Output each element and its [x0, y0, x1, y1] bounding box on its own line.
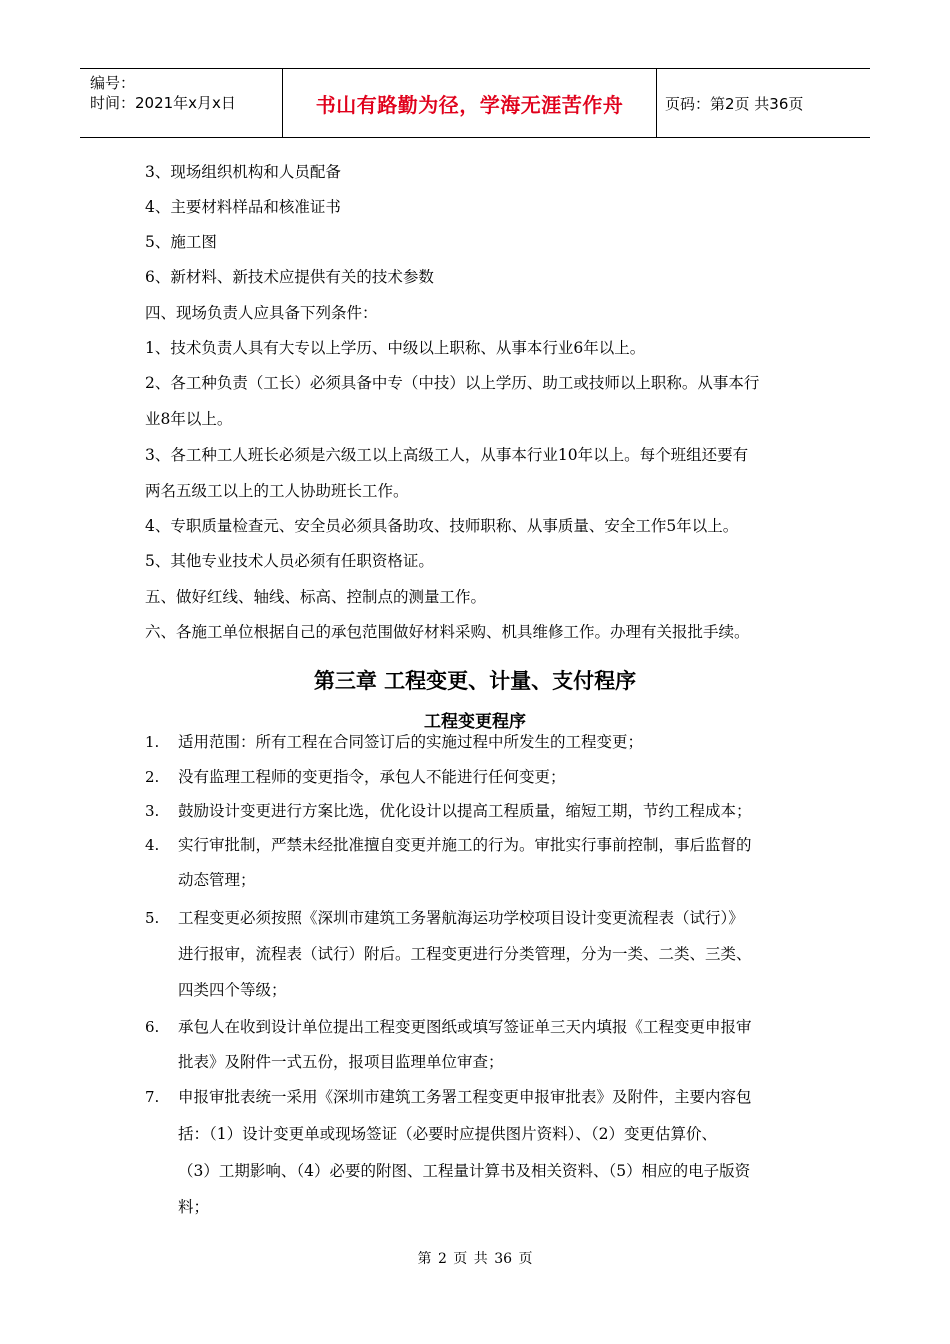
- list-item-continuation: （3）工期影响、（4）必要的附图、工程量计算书及相关资料、（5）相应的电子版资: [178, 1162, 751, 1180]
- list-item: 适用范围：所有工程在合同签订后的实施过程中所发生的工程变更；: [178, 733, 644, 751]
- list-item: 鼓励设计变更进行方案比选，优化设计以提高工程质量，缩短工期，节约工程成本；: [178, 802, 752, 820]
- list-item: 承包人在收到设计单位提出工程变更图纸或填写签证单三天内填报《工程变更申报审: [178, 1018, 752, 1036]
- header-meta-cell: [80, 69, 283, 137]
- section-heading: 四、现场负责人应具备下列条件：: [145, 304, 378, 322]
- list-item: 4、主要材料样品和核准证书: [145, 198, 341, 216]
- list-number: 2.: [145, 768, 160, 786]
- document-header: [80, 68, 870, 138]
- page-footer: 第 2 页 共 36 页: [417, 1251, 533, 1267]
- list-number: 3.: [145, 802, 160, 820]
- list-item-continuation: 批表》及附件一式五份，报项目监理单位审查；: [178, 1053, 504, 1071]
- section-title: 工程变更程序: [424, 712, 526, 732]
- document-date: 时间：2021年x月x日: [90, 94, 236, 112]
- paragraph: 业8年以上。: [145, 410, 233, 428]
- list-number: 1.: [145, 733, 160, 751]
- list-item: 实行审批制，严禁未经批准擅自变更并施工的行为。审批实行事前控制，事后监督的: [178, 836, 752, 854]
- list-item-continuation: 料；: [178, 1198, 210, 1216]
- list-number: 6.: [145, 1018, 160, 1036]
- list-item: 6、新材料、新技术应提供有关的技术参数: [145, 268, 434, 286]
- list-number: 7.: [145, 1088, 160, 1106]
- list-item-continuation: 进行报审，流程表（试行）附后。工程变更进行分类管理，分为一类、二类、三类、: [178, 945, 752, 963]
- document-number-label: 编号：: [90, 74, 136, 92]
- list-item-continuation: 四类四个等级；: [178, 981, 287, 999]
- list-item: 工程变更必须按照《深圳市建筑工务署航海运功学校项目设计变更流程表（试行）》: [178, 909, 744, 927]
- list-item-continuation: 括：（1）设计变更单或现场签证（必要时应提供图片资料）、（2）变更估算价、: [178, 1125, 717, 1143]
- list-number: 5.: [145, 909, 160, 927]
- list-item-continuation: 动态管理；: [178, 871, 256, 889]
- list-number: 4.: [145, 836, 160, 854]
- paragraph: 5、其他专业技术人员必须有任职资格证。: [145, 552, 434, 570]
- paragraph: 4、专职质量检查元、安全员必须具备助攻、技师职称、从事质量、安全工作5年以上。: [145, 517, 739, 535]
- list-item: 5、施工图: [145, 233, 217, 251]
- list-item: 3、现场组织机构和人员配备: [145, 163, 341, 181]
- header-page-info: 页码：第2页 共36页: [665, 94, 804, 113]
- paragraph: 两名五级工以上的工人协助班长工作。: [145, 482, 409, 500]
- paragraph: 3、各工种工人班长必须是六级工以上高级工人，从事本行业10年以上。每个班组还要有: [145, 446, 749, 464]
- paragraph: 1、技术负责人具有大专以上学历、中级以上职称、从事本行业6年以上。: [145, 339, 646, 357]
- section-heading: 五、做好红线、轴线、标高、控制点的测量工作。: [145, 588, 487, 606]
- list-item: 申报审批表统一采用《深圳市建筑工务署工程变更申报审批表》及附件，主要内容包: [178, 1088, 752, 1106]
- list-item: 没有监理工程师的变更指令，承包人不能进行任何变更；: [178, 768, 566, 786]
- chapter-title: 第三章 工程变更、计量、支付程序: [313, 669, 637, 693]
- paragraph: 2、各工种负责（工长）必须具备中专（中技）以上学历、助工或技师以上职称。从事本行: [145, 374, 760, 392]
- section-heading: 六、各施工单位根据自己的承包范围做好材料采购、机具维修工作。办理有关报批手续。: [145, 623, 750, 641]
- header-motto: 书山有路勤为径，学海无涯苦作舟: [283, 69, 657, 137]
